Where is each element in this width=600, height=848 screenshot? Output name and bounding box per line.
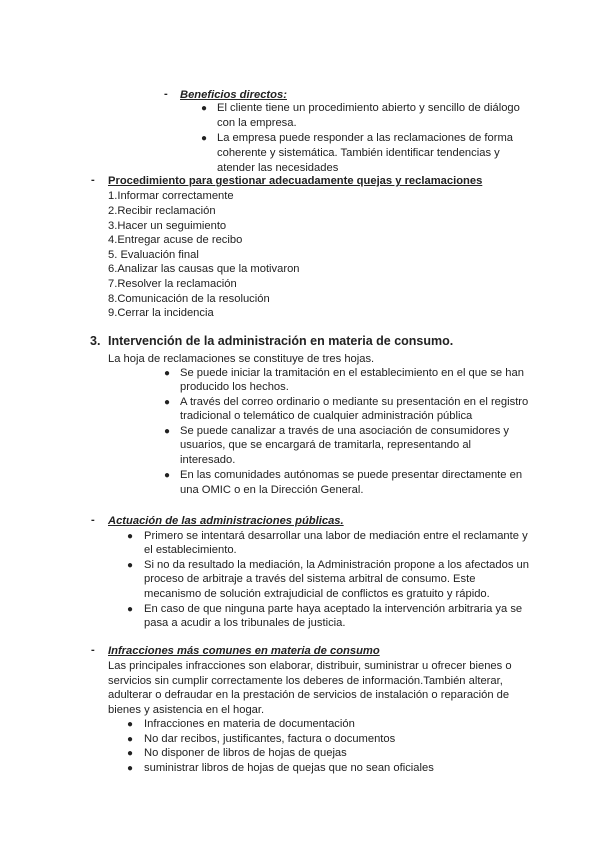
list-item-line: Si no da resultado la mediación, la Administración propone a los afectados un — [144, 559, 529, 571]
list-item-line: producido los hechos. — [180, 381, 289, 393]
procedure-step: 9.Cerrar la incidencia — [108, 307, 214, 319]
paragraph-line: servicios sin cumplir correctamente los deberes de información.También alterar, — [108, 675, 503, 687]
list-item: No disponer de libros de hojas de quejas — [144, 747, 347, 759]
procedure-step: 2.Recibir reclamación — [108, 205, 216, 217]
section-3-intro: La hoja de reclamaciones se constituye de tres hojas. — [108, 353, 375, 365]
procedure-step: 3.Hacer un seguimiento — [108, 220, 227, 232]
list-item-line: A través del correo ordinario o mediante su presentación en el registro — [180, 396, 529, 408]
bullet-icon: ● — [127, 604, 134, 615]
bullet-icon: ● — [201, 133, 208, 144]
procedure-step: 4.Entregar acuse de recibo — [108, 234, 243, 246]
bullet-icon: ● — [127, 748, 134, 759]
list-item-line: Se puede canalizar a través de una asociación de consumidores y — [180, 425, 509, 437]
list-item-line: con la empresa. — [217, 117, 297, 129]
bullet-icon: ● — [164, 397, 171, 408]
list-item-line: Primero se intentará desarrollar una labor de mediación entre el reclamante y — [144, 530, 528, 542]
infracciones-heading: Infracciones más comunes en materia de consumo — [108, 645, 380, 657]
dash-marker: - — [91, 514, 95, 526]
list-item-line: El cliente tiene un procedimiento abierto y sencillo de diálogo — [217, 102, 520, 114]
actuacion-heading: Actuación de las administraciones públicas. — [108, 515, 344, 527]
list-item-line: En las comunidades autónomas se puede presentar directamente en — [180, 469, 523, 481]
procedure-step: 8.Comunicación de la resolución — [108, 293, 270, 305]
bullet-icon: ● — [127, 734, 134, 745]
bullet-icon: ● — [127, 531, 134, 542]
list-item-line: Se puede iniciar la tramitación en el establecimiento en el que se han — [180, 367, 524, 379]
section-3-number: 3. — [90, 334, 101, 348]
bullet-icon: ● — [164, 368, 171, 379]
list-item-line: tradicional o telemático de cualquier administración pública — [180, 410, 473, 422]
list-item-line: proceso de arbitraje a través del sistema arbitral de consumo. Este — [144, 573, 476, 585]
benefits-heading: Beneficios directos: — [180, 89, 287, 101]
bullet-icon: ● — [164, 426, 171, 437]
paragraph-line: bienes y asistencia en el hogar. — [108, 704, 265, 716]
dash-marker: - — [91, 644, 95, 656]
procedure-step: 1.Informar correctamente — [108, 190, 234, 202]
list-item-line: usuarios, que se encargará de tramitarla, representando al — [180, 439, 472, 451]
list-item-line: En caso de que ninguna parte haya aceptado la intervención arbitraria ya se — [144, 603, 523, 615]
bullet-icon: ● — [127, 719, 134, 730]
list-item-line: interesado. — [180, 454, 236, 466]
paragraph-line: adulterar o defraudar en la prestación de servicios de instalación o reparación de — [108, 689, 510, 701]
paragraph-line: Las principales infracciones son elaborar, distribuir, suministrar u ofrecer bienes o — [108, 660, 512, 672]
list-item-line: el establecimiento. — [144, 544, 237, 556]
list-item: suministrar libros de hojas de quejas que no sean oficiales — [144, 762, 434, 774]
list-item: Infracciones en materia de documentación — [144, 718, 355, 730]
bullet-icon: ● — [127, 763, 134, 774]
bullet-icon: ● — [127, 560, 134, 571]
procedure-step: 6.Analizar las causas que la motivaron — [108, 263, 300, 275]
list-item: No dar recibos, justificantes, factura o documentos — [144, 733, 396, 745]
list-item-line: coherente y sistemática. También identificar tendencias y — [217, 147, 500, 159]
list-item-line: La empresa puede responder a las reclamaciones de forma — [217, 132, 514, 144]
procedure-step: 5. Evaluación final — [108, 249, 199, 261]
bullet-icon: ● — [201, 103, 208, 114]
bullet-icon: ● — [164, 470, 171, 481]
list-item-line: mecanismo de solución extrajudicial de conflictos es gratuito y rápido. — [144, 588, 490, 600]
dash-marker: - — [91, 174, 95, 186]
procedure-heading: Procedimiento para gestionar adecuadamente quejas y reclamaciones — [108, 175, 483, 187]
dash-marker: - — [164, 88, 168, 100]
section-3-title: Intervención de la administración en materia de consumo. — [108, 334, 454, 348]
list-item-line: atender las necesidades — [217, 162, 339, 174]
list-item-line: una OMIC o en la Dirección General. — [180, 484, 364, 496]
procedure-step: 7.Resolver la reclamación — [108, 278, 237, 290]
list-item-line: pasa a acudir a los tribunales de justicia. — [144, 617, 346, 629]
